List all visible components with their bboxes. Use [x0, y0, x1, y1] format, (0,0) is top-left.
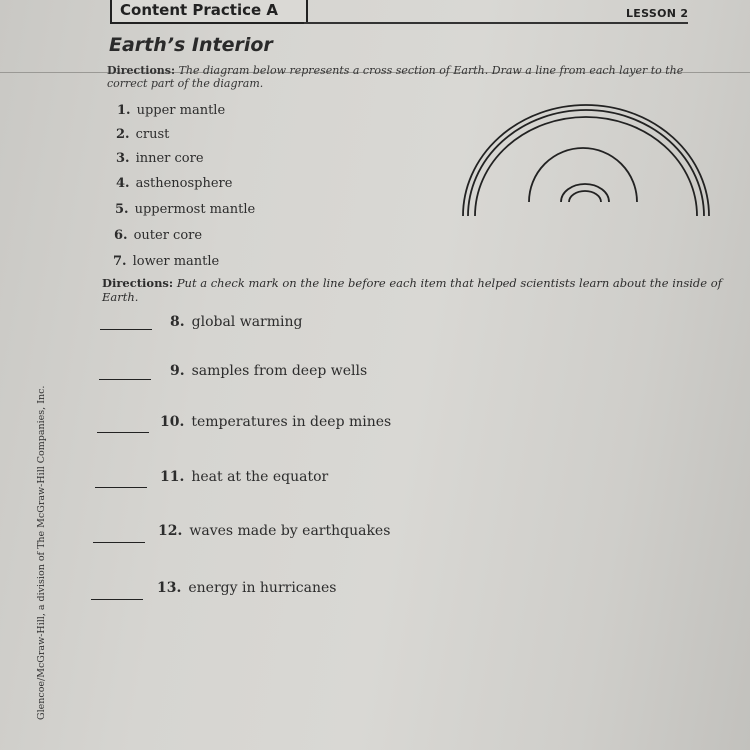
layer-text: crust	[135, 127, 170, 142]
check-item	[160, 414, 391, 430]
item-number: 11.	[160, 469, 185, 485]
layer-number: 7.	[113, 254, 127, 269]
layer-number: 1.	[117, 103, 131, 118]
layer-text: inner core	[135, 151, 204, 166]
inner-core-inner-arc	[569, 191, 601, 202]
layer-item	[116, 176, 232, 191]
answer-blank[interactable]	[99, 379, 151, 380]
layer-number: 4.	[116, 176, 130, 191]
copyright-footer: Glencoe/McGraw-Hill, a division of The McGraw-Hill Companies, Inc.	[36, 385, 47, 720]
header-rule	[304, 22, 688, 24]
directions-1-text: The diagram below represents a cross section of Earth. Draw a line from each layer to the correct part of the diagram.	[107, 64, 684, 90]
outer-core-arc	[529, 148, 637, 202]
item-text: samples from deep wells	[191, 363, 368, 379]
page-title: Earth’s Interior	[109, 34, 273, 56]
crust-outer-arc	[463, 105, 709, 216]
check-item	[170, 314, 302, 330]
directions-2-label: Directions:	[102, 276, 174, 290]
layer-number: 3.	[116, 151, 130, 166]
item-text: energy in hurricanes	[188, 580, 337, 596]
layer-item	[113, 254, 219, 269]
answer-blank[interactable]	[93, 542, 145, 543]
layer-text: outer core	[133, 228, 203, 243]
layer-item	[115, 202, 255, 217]
layer-number: 2.	[116, 127, 130, 142]
layer-number: 6.	[114, 228, 128, 243]
answer-blank[interactable]	[91, 599, 143, 600]
layer-text: upper mantle	[136, 103, 226, 118]
item-number: 13.	[157, 580, 182, 596]
layer-item	[114, 228, 202, 243]
layer-item	[117, 103, 225, 118]
mantle-arc	[475, 117, 697, 216]
layer-text: uppermost mantle	[134, 202, 256, 217]
item-number: 10.	[160, 414, 185, 430]
layer-text: asthenosphere	[135, 176, 233, 191]
item-number: 8.	[170, 314, 185, 330]
header-title: Content Practice A	[120, 1, 279, 19]
layer-item	[116, 151, 204, 166]
item-text: heat at the equator	[191, 469, 329, 485]
answer-blank[interactable]	[100, 329, 152, 330]
directions-1-label: Directions:	[107, 64, 176, 77]
item-text: global warming	[191, 314, 303, 330]
earth-cross-section-diagram	[455, 98, 717, 220]
inner-core-outer-arc	[561, 184, 609, 202]
directions-2-text: Put a check mark on the line before each item that helped scientists learn about the inside of Earth.	[102, 276, 722, 304]
crust-inner-arc	[468, 110, 704, 216]
check-item	[170, 363, 367, 379]
item-text: waves made by earthquakes	[189, 523, 391, 539]
layer-number: 5.	[115, 202, 129, 217]
directions-1	[107, 64, 692, 90]
answer-blank[interactable]	[95, 487, 147, 488]
item-number: 9.	[170, 363, 185, 379]
item-text: temperatures in deep mines	[191, 414, 392, 430]
item-number: 12.	[158, 523, 183, 539]
layer-item	[116, 127, 169, 142]
layer-text: lower mantle	[132, 254, 220, 269]
answer-blank[interactable]	[97, 432, 149, 433]
directions-2	[102, 276, 732, 304]
check-item	[160, 469, 328, 485]
lesson-label: LESSON 2	[626, 7, 689, 20]
check-item	[157, 580, 336, 596]
check-item	[158, 523, 390, 539]
